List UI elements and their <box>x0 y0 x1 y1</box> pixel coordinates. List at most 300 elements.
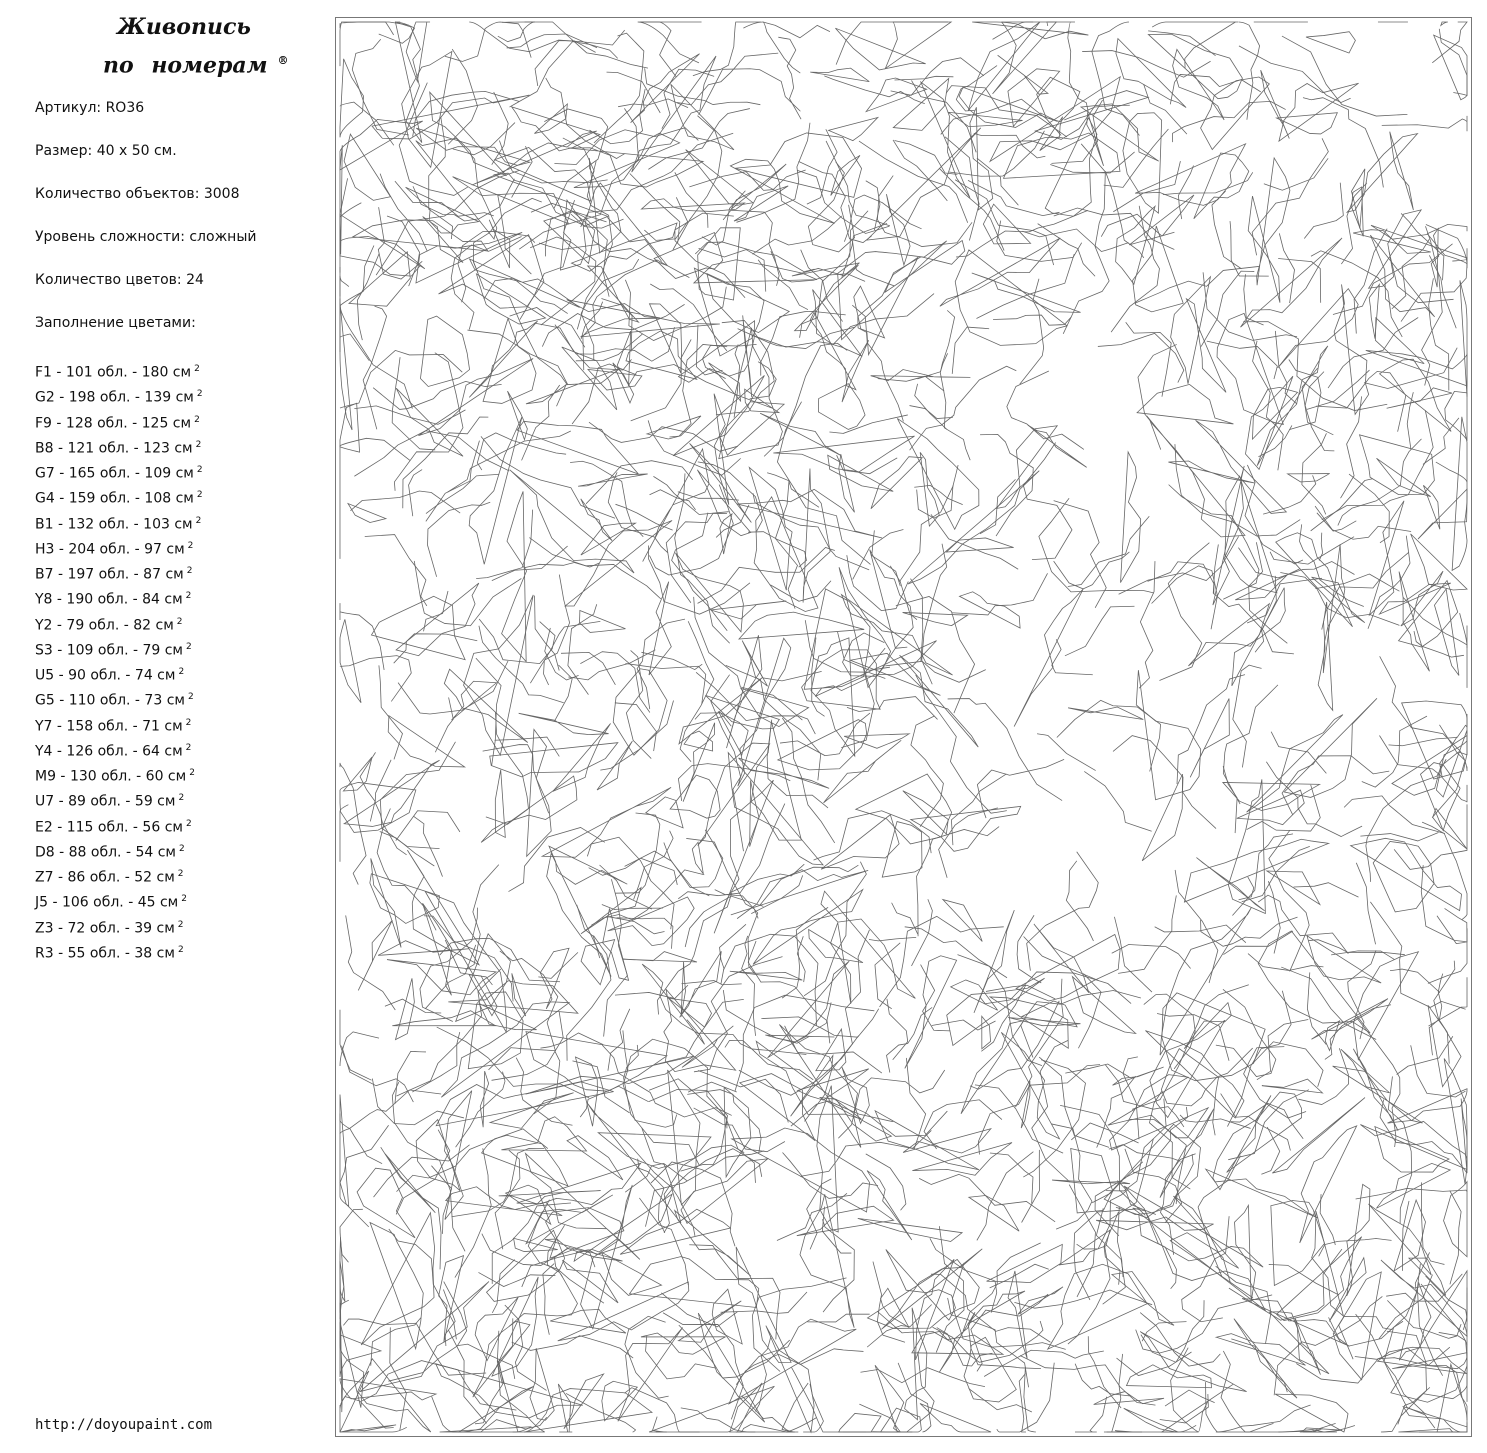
outline-region <box>890 566 917 620</box>
legend-row <box>35 511 203 536</box>
outline-region <box>1370 235 1434 317</box>
outline-region <box>963 1243 1041 1331</box>
outline-region <box>940 353 970 460</box>
outline-region <box>395 978 414 1039</box>
outline-region <box>456 1072 505 1148</box>
outline-region <box>968 22 1040 110</box>
outline-region <box>363 306 386 429</box>
outline-region <box>360 1282 489 1392</box>
outline-region <box>690 443 752 522</box>
outline-region <box>646 1336 716 1379</box>
outline-region <box>1144 994 1195 1069</box>
outline-artwork <box>336 18 1471 1436</box>
outline-region <box>656 999 744 1064</box>
outline-region <box>1068 707 1143 719</box>
outline-region <box>1023 1060 1085 1177</box>
outline-region <box>723 210 779 286</box>
outline-region <box>640 22 676 77</box>
legend-row <box>35 687 203 712</box>
outline-region <box>1347 134 1417 213</box>
outline-region <box>426 474 499 513</box>
outline-region <box>697 470 750 536</box>
outline-region <box>1384 1321 1435 1428</box>
outline-region <box>1135 144 1245 206</box>
outline-region <box>1228 779 1265 913</box>
outline-region <box>516 1058 572 1126</box>
outline-region <box>1440 737 1457 777</box>
outline-region <box>952 327 989 374</box>
outline-region <box>743 22 830 38</box>
outline-region <box>340 276 349 297</box>
outline-region <box>1398 1387 1430 1424</box>
outline-region <box>990 1153 1033 1204</box>
outline-region <box>340 299 412 409</box>
outline-region <box>575 1057 597 1126</box>
legend-row <box>35 889 203 914</box>
outline-region <box>1196 858 1264 911</box>
outline-region <box>469 417 522 565</box>
outline-region <box>571 223 677 271</box>
outline-region <box>1147 416 1245 537</box>
article-number: Артикул: RO36 <box>35 100 145 116</box>
outline-region <box>1145 1031 1244 1118</box>
outline-region <box>693 22 761 76</box>
outline-region <box>755 1336 771 1411</box>
outline-region <box>949 131 1045 176</box>
outline-region <box>1364 348 1457 389</box>
outline-region <box>1022 1150 1040 1223</box>
outline-region <box>358 920 392 990</box>
legend-text: G7 - 165 обл. - 109 см <box>35 465 194 482</box>
outline-region <box>1428 908 1467 983</box>
outline-region <box>572 1061 629 1113</box>
outline-region <box>580 1086 648 1117</box>
outline-region <box>1075 1397 1107 1432</box>
paint-by-number-canvas <box>335 17 1472 1437</box>
legend-text: U7 - 89 обл. - 59 см <box>35 793 176 810</box>
unit-superscript: 2 <box>177 919 184 930</box>
unit-superscript: 2 <box>177 944 184 955</box>
outline-region <box>870 550 914 649</box>
outline-region <box>1244 274 1264 325</box>
outline-region <box>1445 391 1467 440</box>
outline-region <box>510 470 634 573</box>
outline-region <box>519 108 638 249</box>
outline-region <box>753 493 869 570</box>
outline-region <box>761 1009 878 1037</box>
outline-region <box>581 499 612 541</box>
outline-region <box>1237 790 1304 825</box>
outline-region <box>568 604 597 694</box>
outline-region <box>1319 1238 1392 1256</box>
outline-region <box>1294 883 1359 897</box>
outline-region <box>379 22 415 43</box>
outline-region <box>1278 258 1321 302</box>
legend-text: Y2 - 79 обл. - 82 см <box>35 617 174 634</box>
outline-region <box>720 514 732 554</box>
outline-region <box>778 37 801 119</box>
outline-region <box>1257 158 1290 285</box>
outline-region <box>618 1328 683 1422</box>
outline-region <box>627 1039 727 1128</box>
outline-region <box>602 870 704 920</box>
outline-region <box>905 956 957 1069</box>
outline-region <box>766 1326 814 1432</box>
outline-region <box>430 92 507 176</box>
outline-region <box>869 937 916 940</box>
outline-region <box>1245 465 1303 564</box>
outline-region <box>1390 132 1414 210</box>
unit-superscript: 2 <box>185 818 192 829</box>
unit-superscript: 2 <box>185 717 192 728</box>
outline-region <box>866 181 880 230</box>
outline-region <box>817 1086 838 1232</box>
outline-region <box>882 822 922 878</box>
outline-region <box>395 22 421 143</box>
outline-region <box>955 250 1067 345</box>
outline-region <box>1201 77 1270 149</box>
outline-region <box>821 891 915 998</box>
outline-region <box>416 138 497 239</box>
outline-region <box>587 1102 681 1223</box>
outline-region <box>1216 989 1276 1076</box>
outline-region <box>653 476 728 514</box>
outline-region <box>956 66 997 111</box>
outline-region <box>613 669 667 755</box>
outline-region <box>540 948 569 1009</box>
logo-line-1: Живопись <box>117 14 251 40</box>
outline-region <box>425 945 476 1009</box>
outline-region <box>1118 895 1176 973</box>
outline-region <box>1231 1339 1287 1392</box>
outline-region <box>1411 1045 1466 1097</box>
unit-superscript: 2 <box>178 667 185 677</box>
legend-row <box>35 637 203 662</box>
outline-region <box>969 1196 1019 1232</box>
outline-region <box>650 490 696 510</box>
outline-region <box>1068 516 1149 586</box>
outline-region <box>1444 1182 1467 1257</box>
outline-region <box>685 896 763 947</box>
outline-region <box>892 903 918 934</box>
outline-region <box>875 1111 979 1170</box>
outline-region <box>1233 665 1262 767</box>
outline-region <box>568 650 655 680</box>
outline-region <box>506 1185 551 1224</box>
unit-superscript: 2 <box>194 364 200 374</box>
outline-region <box>481 436 615 518</box>
outline-region <box>947 978 1045 1045</box>
outline-region <box>1307 936 1381 983</box>
outline-region <box>436 1364 583 1418</box>
outline-region <box>1020 1356 1155 1406</box>
outline-region <box>1298 1048 1348 1104</box>
outline-region <box>1387 388 1452 408</box>
outline-region <box>972 22 1088 39</box>
legend-text: R3 - 55 обл. - 38 см <box>35 945 175 962</box>
outline-region <box>824 740 902 803</box>
outline-region <box>736 1349 863 1385</box>
outline-region <box>867 128 981 240</box>
legend-row <box>35 662 203 687</box>
outline-region <box>1021 991 1141 1058</box>
outline-region <box>1403 1201 1409 1271</box>
outline-region <box>752 1278 846 1372</box>
outline-region <box>711 675 744 852</box>
outline-region <box>1284 698 1377 797</box>
outline-region <box>1322 410 1433 520</box>
outline-region <box>1288 474 1330 482</box>
legend-row <box>35 359 203 384</box>
outline-region <box>838 1413 881 1432</box>
outline-region <box>1348 950 1376 1039</box>
outline-region <box>843 1404 913 1432</box>
outline-region <box>978 1065 1100 1155</box>
outline-region <box>800 1130 931 1176</box>
outline-region <box>760 413 841 455</box>
outline-region <box>946 86 1067 137</box>
website-link[interactable]: http://doyoupaint.com <box>35 1417 213 1433</box>
outline-region <box>1155 925 1246 943</box>
outline-region <box>824 76 924 104</box>
outline-region <box>1356 863 1375 944</box>
outline-region <box>1433 808 1467 849</box>
outline-region <box>642 964 704 1044</box>
unit-superscript: 2 <box>187 692 194 703</box>
outline-region <box>1171 1348 1199 1432</box>
outline-region <box>980 434 1033 536</box>
outline-region <box>526 368 620 404</box>
unit-superscript: 2 <box>176 616 183 627</box>
outline-region <box>354 431 509 477</box>
outline-region <box>1339 1316 1393 1359</box>
outline-region <box>540 1033 603 1048</box>
outline-region <box>987 1244 1063 1282</box>
outline-region <box>810 312 856 389</box>
outline-region <box>771 251 865 282</box>
outline-region <box>661 1293 737 1327</box>
outline-region <box>600 701 673 771</box>
outline-region <box>459 1386 534 1432</box>
outline-region <box>818 384 865 430</box>
outline-region <box>1173 49 1225 120</box>
outline-region <box>372 1079 464 1125</box>
outline-region <box>1460 613 1467 688</box>
outline-region <box>407 850 479 965</box>
outline-region <box>871 457 922 509</box>
outline-region <box>1178 165 1193 219</box>
unit-superscript: 2 <box>186 566 193 576</box>
outline-region <box>510 307 585 347</box>
legend-row <box>35 485 203 510</box>
outline-region <box>1139 1216 1177 1289</box>
outline-region <box>887 1007 933 1072</box>
outline-region <box>1213 1095 1271 1189</box>
logo-line-2 <box>95 44 295 82</box>
legend-text: J5 - 106 обл. - 45 см <box>35 894 179 911</box>
outline-region <box>816 1029 846 1071</box>
difficulty: Уровень сложности: сложный <box>35 229 257 245</box>
outline-region <box>681 1408 795 1432</box>
outline-region <box>498 22 535 42</box>
outline-region <box>739 612 864 639</box>
outline-region <box>440 938 560 981</box>
outline-region <box>617 918 673 949</box>
outline-region <box>807 1179 832 1250</box>
outline-region <box>750 362 777 399</box>
outline-region <box>1045 118 1097 216</box>
outline-region <box>439 1256 464 1343</box>
outline-region <box>373 381 501 409</box>
outline-region <box>530 621 600 683</box>
outline-region <box>821 815 899 870</box>
outline-region <box>914 485 962 504</box>
outline-region <box>1112 1272 1174 1326</box>
outline-region <box>948 699 1062 801</box>
outline-region <box>1333 244 1453 315</box>
outline-region <box>414 561 521 626</box>
outline-region <box>1059 1230 1110 1265</box>
outline-region <box>509 42 617 107</box>
outline-region <box>615 985 688 998</box>
legend-row <box>35 612 203 637</box>
outline-region <box>1441 22 1448 25</box>
outline-region <box>1159 543 1209 681</box>
unit-superscript: 2 <box>194 414 200 425</box>
outline-region <box>1072 977 1135 1034</box>
legend-text: U5 - 90 обл. - 74 см <box>35 667 176 684</box>
outline-region <box>1098 333 1184 382</box>
legend-row <box>35 536 203 561</box>
outline-region <box>1341 396 1362 498</box>
legend-text: F9 - 128 обл. - 125 см <box>35 415 192 432</box>
outline-region <box>1077 1189 1129 1249</box>
outline-region <box>748 941 830 1043</box>
outline-region <box>1023 443 1072 560</box>
outline-region <box>1201 917 1298 946</box>
outline-region <box>645 68 761 104</box>
outline-region <box>1362 716 1427 787</box>
outline-region <box>474 198 542 272</box>
object-count: Количество объектов: 3008 <box>35 186 240 202</box>
legend-row <box>35 788 203 813</box>
outline-region <box>538 952 578 978</box>
unit-superscript: 2 <box>189 768 195 778</box>
outline-region <box>1232 588 1286 686</box>
outline-region <box>1017 915 1041 983</box>
outline-region <box>340 214 425 268</box>
outline-region <box>1312 577 1365 623</box>
outline-region <box>615 703 657 751</box>
outline-region <box>1261 70 1290 138</box>
outline-region <box>698 743 770 845</box>
outline-region <box>444 669 527 742</box>
legend-row <box>35 713 203 738</box>
outline-region <box>1125 1149 1182 1223</box>
outline-region <box>544 575 570 685</box>
outline-region <box>348 504 386 523</box>
color-count: Количество цветов: 24 <box>35 272 204 288</box>
legend-text: Y8 - 190 обл. - 84 см <box>35 591 183 608</box>
outline-region <box>1315 574 1399 591</box>
outline-region <box>517 1163 641 1204</box>
outline-region <box>1274 1296 1382 1395</box>
outline-region <box>1227 1042 1323 1127</box>
registered-mark: ® <box>277 54 289 67</box>
legend-text: Y4 - 126 обл. - 64 см <box>35 743 183 760</box>
outline-region <box>567 936 611 1061</box>
outline-region <box>546 78 625 159</box>
outline-region <box>1121 452 1141 583</box>
outline-region <box>1196 420 1287 513</box>
unit-superscript: 2 <box>187 540 194 551</box>
outline-region <box>1411 534 1467 590</box>
outline-region <box>482 1135 568 1186</box>
outline-region <box>1388 1076 1411 1223</box>
outline-region <box>1008 69 1060 127</box>
outline-region <box>736 1418 817 1432</box>
outline-region <box>644 197 687 240</box>
outline-region <box>1452 417 1467 571</box>
outline-region <box>406 22 430 82</box>
outline-region <box>1171 277 1211 384</box>
outline-region <box>1258 895 1348 954</box>
outline-region <box>603 908 629 980</box>
outline-region <box>866 1154 906 1210</box>
outline-region <box>1434 35 1467 100</box>
outline-region <box>1304 183 1343 239</box>
outline-region <box>837 455 898 473</box>
outline-region <box>526 1056 694 1094</box>
outline-region <box>694 1108 785 1152</box>
outline-region <box>361 1213 434 1345</box>
outline-region <box>495 737 560 756</box>
outline-region <box>828 455 893 491</box>
outline-region <box>1280 573 1399 626</box>
outline-region <box>841 648 885 748</box>
outline-region <box>826 141 890 226</box>
outline-region <box>1152 22 1238 27</box>
outline-region <box>542 787 671 857</box>
outline-region <box>732 864 804 892</box>
outline-region <box>512 973 526 1016</box>
legend-text: E2 - 115 обл. - 56 см <box>35 819 183 836</box>
outline-region <box>807 1314 869 1322</box>
outline-region <box>1258 931 1370 1033</box>
outline-region <box>1082 51 1210 78</box>
unit-superscript: 2 <box>185 591 192 602</box>
legend-text: D8 - 88 обл. - 54 см <box>35 844 176 861</box>
outline-region <box>1194 153 1249 219</box>
outline-region <box>1126 322 1172 396</box>
outline-region <box>1048 1264 1147 1349</box>
outline-region <box>1152 566 1218 629</box>
outline-region <box>838 241 947 340</box>
outline-region <box>800 1194 854 1327</box>
outline-region <box>694 260 817 283</box>
outline-region <box>1068 22 1088 112</box>
outline-region <box>526 1032 667 1092</box>
outline-region <box>1252 387 1297 439</box>
outline-region <box>637 619 685 709</box>
outline-region <box>1047 22 1075 26</box>
outline-region <box>1186 299 1226 393</box>
outline-region <box>803 1384 823 1432</box>
outline-region <box>1377 458 1431 496</box>
outline-region <box>380 742 455 849</box>
outline-region <box>1129 195 1194 245</box>
outline-region <box>1333 1066 1423 1123</box>
